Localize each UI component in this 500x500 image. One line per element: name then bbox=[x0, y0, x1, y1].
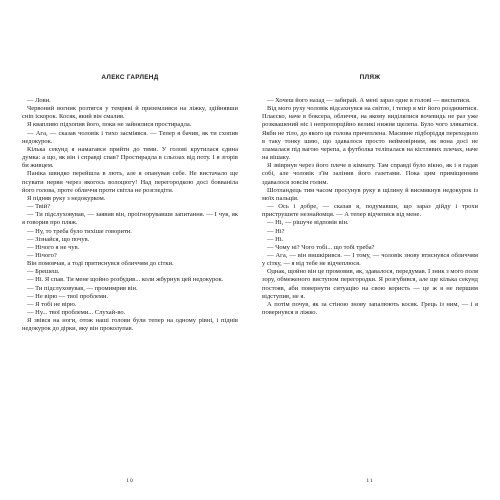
paragraph: — Нічого? bbox=[27, 251, 57, 259]
paragraph: Шотландець тим часом просунув руку в щілину й висмикнув недокурок із моїх пальців. bbox=[262, 186, 478, 202]
paragraph: Від мого руху чоловік відсахнувся на світло, і тепер я міг його роздивитися. Плаєско, наче в боксера, обличчя, на якому виділялися вочевидь не раз уже розквашений ніс і непропорційно великі нижня щелепа. Було чого злякатися. Якби не тіло, до якого ця голова причеплена. Масивне підборіддя переходило в таку тонку шию, що здавалося просто неймовірним, як вона досі не зламалася під вагою черепа, а футболка теліпалася на кістлявих плечах, наче на вішаку. bbox=[262, 105, 478, 162]
right-page bbox=[262, 0, 478, 500]
paragraph: Однак, щойно він це промовив, як, здавалося, передумав. І зник з мого поля зору, обмеженого виступом перегородки. Я розгубився, але ще кілька секунд постояв, аби повернути ситуацію на свою користь — це ж я не першим відступив, не я. bbox=[262, 268, 478, 300]
paragraph: — Ну, то треба було тихіше говорити. bbox=[27, 227, 132, 235]
right-page-text bbox=[262, 97, 478, 317]
paragraph: Я звівся на ноги, отож наші голови були тепер на одному рівні, і піднів недокурок до дірки, яку він проколупав. bbox=[22, 317, 238, 333]
left-page-text bbox=[22, 97, 238, 334]
paragraph: Паніка швидко перейшла в лють, але я опанував себе. Не вистачало ще псувати нерви через якогось волоцюгу! Над перегородкою досі бовваніла його голова, проте обличчя проти світла не розгледіти. bbox=[22, 170, 238, 194]
running-header-title: ПЛЯЖ bbox=[359, 74, 381, 81]
paragraph: А потім почув, як за стіною знову запалюють косяк. Грець із ним, — і я повернувся в ліжко. bbox=[262, 300, 478, 317]
paragraph: Я звіврнув через його плече в кімнату. Там справді було вікно, як і я гадав собі, але чоловік з'їм залінив його газетами. Пока цим приміщенням здавалося зовсім голим. bbox=[262, 162, 478, 186]
paragraph: — Не вірю — твої проблеми. bbox=[27, 292, 109, 300]
paragraph: Він помовчав, а тоді притиснувся обличчям до сітки. bbox=[27, 260, 174, 268]
paragraph: — Твій? bbox=[27, 203, 51, 211]
paragraph: — Я тобі не вірю. bbox=[27, 300, 77, 308]
paragraph: — Ага, — він вишкірився. — І тому, — чоловік знову втиснувся обличчям у сітку, — я від тебе не відчеплюся. bbox=[262, 251, 478, 268]
paragraph: Я підняв руку з недокурком. bbox=[27, 194, 106, 202]
paragraph: — Ні? bbox=[267, 227, 285, 235]
paragraph: — Ти підслуховував, — промимрив він. bbox=[27, 284, 138, 292]
running-header-author: АЛЕКС ГАРЛЕНД bbox=[101, 74, 159, 81]
paragraph: — Чому ні? Чого тобі... що тобі треба? bbox=[267, 243, 375, 251]
paragraph: — Ні. bbox=[267, 235, 284, 243]
page-number: 11 bbox=[366, 478, 374, 484]
paragraph: Кілька секунд я намагався прийти до тями. У голові крутилася єдина думка: а що, як він і справді спав? Простирадла в сльозах від поту. І я згорів би живцем. bbox=[22, 145, 238, 170]
paragraph: — Ні, — рішуче відповів він. bbox=[267, 219, 349, 227]
paragraph: Червоний вогник розтягся у темряві й приземлився на ліжку, здійнявши сніп іскорок. Косяк, який він смалив. bbox=[22, 105, 238, 121]
paragraph: — Зізнайся, що почув. bbox=[27, 235, 90, 243]
paragraph: — Нічого я не чув. bbox=[27, 243, 80, 251]
paragraph: Я квапливо підхопив його, поки не зайнялися простирадла. bbox=[27, 121, 192, 129]
paragraph: — Ага, — сказав чоловік і тихо засміявся. — Тепер я бачив, як ти схопив недокурок. bbox=[22, 129, 238, 145]
paragraph: — Ось і добре, — сказав я, подумавши, що зараз дійду і трохи приструшите незнайомця. — А тепер відчепися від мене. bbox=[262, 203, 478, 219]
paragraph: — Ти підслуховував, — заявив він, проігнорувавши запитання. — І чув, як я говорив про пляж. bbox=[22, 211, 238, 227]
page-number: 10 bbox=[126, 478, 134, 484]
paragraph: — Лови. bbox=[27, 97, 51, 104]
left-page bbox=[22, 0, 238, 500]
paragraph: — Ну... твої проблеми... Слухай-во. bbox=[27, 309, 126, 317]
paragraph: — Хочеш його назад — забирай. А мені зараз одне в голові — виспатися. bbox=[267, 97, 471, 104]
paragraph: — Ні. Я спав. Ти мене щойно розбудив... коли жбурнув цей недокурок. bbox=[27, 276, 224, 284]
paragraph: — Брешеш. bbox=[27, 268, 60, 276]
